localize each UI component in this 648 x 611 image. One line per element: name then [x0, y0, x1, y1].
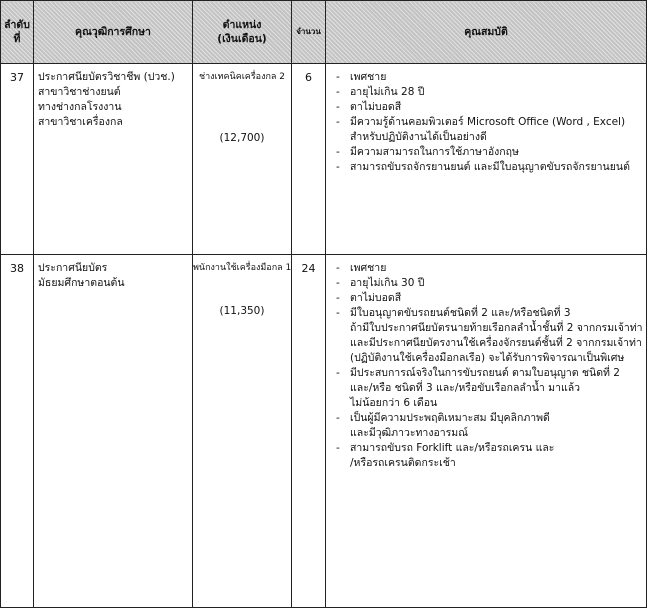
- education-cell: [34, 64, 193, 255]
- table-row: [1, 64, 647, 255]
- position-cell: [193, 255, 292, 608]
- header-education: [34, 1, 193, 64]
- qualification-continuation: และมีวุฒิภาวะทางอารมณ์: [350, 427, 468, 439]
- qualification-item: - สามารถขับรถ Forklift และ/หรือรถเครน และ: [336, 442, 555, 454]
- qualification-item: - มีประสบการณ์จริงในการขับรถยนต์ ตามใบอนุญาต ชนิดที่ 2: [336, 367, 620, 379]
- header-no-label: ลำดับที่: [4, 19, 30, 45]
- qualification-item: - เพศชาย: [336, 71, 387, 83]
- qualification-continuation: สำหรับปฏิบัติงานได้เป็นอย่างดี: [350, 131, 487, 143]
- education-cell: [34, 255, 193, 608]
- header-qualifications-label: คุณสมบัติ: [464, 26, 508, 38]
- qualifications-cell: [326, 64, 647, 255]
- row-number: 37: [1, 64, 34, 255]
- qualification-item: - เป็นผู้มีความประพฤติเหมาะสม มีบุคลิกภาพดี: [336, 412, 550, 424]
- position-salary: (11,350): [219, 305, 265, 317]
- education-line: สาขาวิชาช่างยนต์: [38, 86, 121, 98]
- row-number: 38: [1, 255, 34, 608]
- table-row: [1, 255, 647, 608]
- position-count: 6: [292, 64, 326, 255]
- header-no: [1, 1, 34, 64]
- header-salary-label: (เงินเดือน): [217, 33, 267, 45]
- education-line: มัธยมศึกษาตอนต้น: [38, 277, 125, 289]
- qualification-item: - อายุไม่เกิน 30 ปี: [336, 277, 425, 289]
- education-line: ทางช่างกลโรงงาน: [38, 101, 122, 113]
- qualification-item: - เพศชาย: [336, 262, 387, 274]
- qualification-item: - มีใบอนุญาตขับรถยนต์ชนิดที่ 2 และ/หรือชนิดที่ 3: [336, 307, 571, 319]
- header-row: [1, 1, 647, 64]
- header-count: [292, 1, 326, 64]
- header-education-label: คุณวุฒิการศึกษา: [75, 26, 151, 38]
- header-count-label: จำนวน: [296, 27, 321, 36]
- qualification-continuation: ไม่น้อยกว่า 6 เดือน: [350, 397, 438, 409]
- position-title: พนักงานใช้เครื่องมือกล 1: [193, 263, 292, 273]
- qualification-item: - อายุไม่เกิน 28 ปี: [336, 86, 425, 98]
- header-qualifications: [326, 1, 647, 64]
- position-salary: (12,700): [219, 132, 265, 144]
- qualification-item: - มีความสามารถในการใช้ภาษาอังกฤษ: [336, 146, 519, 158]
- qualification-item: - สามารถขับรถจักรยานยนต์ และมีใบอนุญาตขับรถจักรยานยนต์: [336, 161, 630, 173]
- qualification-continuation: (ปฏิบัติงานใช้เครื่องมือกลเรือ) จะได้รับการพิจารณาเป็นพิเศษ: [350, 352, 625, 364]
- qualification-continuation: และ/หรือ ชนิดที่ 3 และ/หรือขับเรือกลลำน้ำ มาแล้ว: [350, 382, 581, 394]
- education-line: สาขาวิชาเครื่องกล: [38, 116, 123, 128]
- qualification-item: - ตาไม่บอดสี: [336, 292, 402, 304]
- qualification-item: - ตาไม่บอดสี: [336, 101, 402, 113]
- position-title: ช่างเทคนิคเครื่องกล 2: [198, 72, 286, 82]
- education-line: ประกาศนียบัตร: [38, 262, 108, 274]
- qualification-continuation: ถ้ามีใบประกาศนียบัตรนายท้ายเรือกลลำน้ำชั้นที่ 2 จากกรมเจ้าท่า: [350, 322, 643, 334]
- qualification-item: - มีความรู้ด้านคอมพิวเตอร์ Microsoft Office (Word , Excel): [336, 116, 626, 128]
- header-position: [193, 1, 292, 64]
- position-cell: [193, 64, 292, 255]
- qualification-continuation: และมีประกาศนียบัตรงานใช้เครื่องจักรยนต์ชั้นที่ 2 จากกรมเจ้าท่า: [350, 337, 642, 349]
- position-count: 24: [292, 255, 326, 608]
- education-line: ประกาศนียบัตรวิชาชีพ (ปวช.): [38, 71, 175, 83]
- qualification-continuation: /หรือรถเครนติดกระเช้า: [350, 457, 456, 469]
- qualifications-cell: [326, 255, 647, 608]
- header-position-label: ตำแหน่ง: [222, 19, 262, 31]
